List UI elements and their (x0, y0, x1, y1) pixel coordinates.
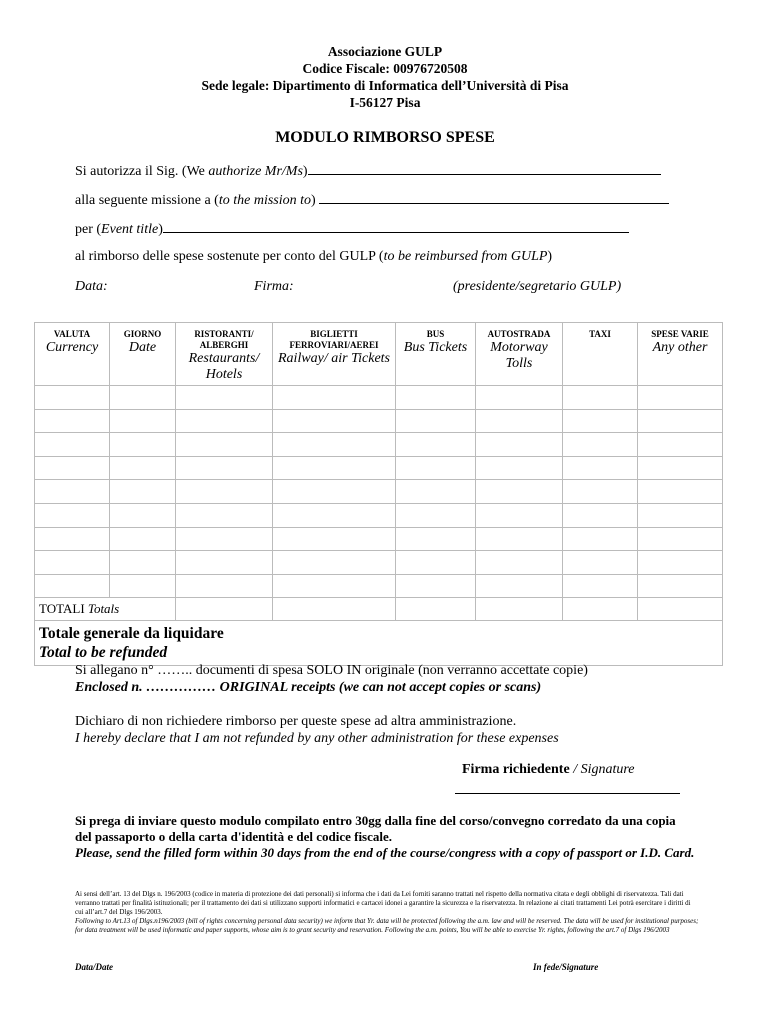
column-header-motorway: AUTOSTRADA Motorway Tolls (476, 323, 563, 386)
sign-label: Firma: (254, 279, 294, 294)
table-cell[interactable] (35, 409, 110, 433)
table-cell[interactable] (110, 456, 176, 480)
table-cell[interactable] (396, 433, 476, 457)
footer-signature-label: In fede/Signature (533, 962, 599, 972)
table-cell[interactable] (638, 574, 723, 598)
table-cell[interactable] (563, 409, 638, 433)
column-header-currency: VALUTA Currency (35, 323, 110, 386)
table-cell[interactable] (563, 574, 638, 598)
reimburse-statement (75, 249, 552, 265)
table-cell[interactable] (110, 503, 176, 527)
table-row (35, 433, 723, 457)
table-cell[interactable] (273, 433, 396, 457)
table-cell[interactable] (35, 574, 110, 598)
totals-en: Totals (87, 601, 120, 617)
table-cell[interactable] (563, 480, 638, 504)
table-cell[interactable] (563, 386, 638, 410)
table-row (35, 503, 723, 527)
notice-it: Si prega di inviare questo modulo compilato entro 30gg dalla fine del corso/convegno corredato da una copia del passaporto o della carta d'identità e del codice fiscale. (75, 813, 676, 844)
event-field[interactable] (75, 220, 629, 238)
table-cell[interactable] (176, 386, 273, 410)
applicant-signature-label (462, 762, 635, 778)
table-cell[interactable] (110, 527, 176, 551)
privacy-disclaimer (75, 890, 700, 935)
table-row (35, 386, 723, 410)
table-cell[interactable] (110, 386, 176, 410)
authorize-label-en: authorize Mr/Ms (208, 164, 303, 179)
org-name: Associazione GULP (327, 44, 443, 59)
totals-label (35, 598, 176, 621)
column-header-date: GIORNO Date (110, 323, 176, 386)
table-cell[interactable] (110, 409, 176, 433)
table-cell[interactable] (638, 503, 723, 527)
table-cell[interactable] (35, 433, 110, 457)
mission-label: alla seguente missione a ( (75, 193, 219, 208)
paren: ) (547, 249, 553, 264)
table-cell[interactable] (35, 551, 110, 575)
table-cell[interactable] (476, 433, 563, 457)
table-row (35, 456, 723, 480)
table-cell[interactable] (110, 551, 176, 575)
applicant-signature-en: / Signature (569, 762, 635, 777)
table-cell[interactable] (396, 480, 476, 504)
table-cell[interactable] (273, 409, 396, 433)
totals-it: TOTALI (39, 601, 88, 617)
grand-total-cell[interactable] (35, 621, 723, 666)
event-label-en: Event title (101, 222, 159, 237)
table-cell[interactable] (638, 433, 723, 457)
table-row (35, 480, 723, 504)
notice-en: Please, send the filled form within 30 days from the end of the course/congress with a copy of passport or I.D. Card. (75, 845, 695, 860)
declaration-it: Dichiaro di non richiedere rimborso per queste spese ad altra amministrazione. (75, 714, 517, 729)
table-cell[interactable] (35, 386, 110, 410)
table-cell[interactable] (476, 503, 563, 527)
table-cell[interactable] (273, 503, 396, 527)
table-cell[interactable] (35, 456, 110, 480)
table-cell[interactable] (396, 551, 476, 575)
table-cell[interactable] (563, 456, 638, 480)
date-label: Data: (75, 279, 108, 294)
mission-blank[interactable] (319, 191, 669, 204)
authorize-label: Si autorizza il Sig. (We (75, 164, 209, 179)
form-title: MODULO RIMBORSO SPESE (275, 129, 495, 146)
table-cell[interactable] (476, 409, 563, 433)
table-header-row (35, 323, 723, 386)
table-cell[interactable] (273, 456, 396, 480)
mission-field[interactable] (75, 191, 669, 209)
applicant-signature-it: Firma richiedente (462, 762, 570, 777)
column-header-restaurants: RISTORANTI/ ALBERGHI Restaurants/ Hotels (176, 323, 273, 386)
table-cell[interactable] (273, 386, 396, 410)
table-cell[interactable] (563, 527, 638, 551)
grand-total-label-en: Total to be refunded (39, 644, 168, 662)
mission-label-en: to the mission to (218, 193, 312, 208)
table-cell[interactable] (476, 480, 563, 504)
table-row (35, 551, 723, 575)
table-row (35, 527, 723, 551)
privacy-en: Following to Art.13 of Dlgs.n196/2003 (bill of rights concerning personal data security) we inform that Yr. data will be protected following the a.m. law and will be reserved. The data will be used for institutional purposes; for data treatment will be used informatic and paper supports, whose aim is to grant security and reservation. Following the a.m. points, You will be able to exercise Yr. rights, following the art.7 of Dlgs 196/2003 (75, 917, 699, 934)
table-cell[interactable] (176, 574, 273, 598)
table-cell[interactable] (396, 503, 476, 527)
table-cell[interactable] (638, 551, 723, 575)
declaration-en: I hereby declare that I am not refunded by any other administration for these expenses (75, 731, 559, 746)
table-cell[interactable] (273, 480, 396, 504)
table-cell[interactable] (110, 433, 176, 457)
table-cell[interactable] (396, 456, 476, 480)
authorize-field[interactable] (75, 162, 661, 180)
event-label: per ( (75, 222, 102, 237)
declaration-statement (75, 713, 559, 747)
column-header-other: SPESE VARIE Any other (638, 323, 723, 386)
column-header-tickets: BIGLIETTI FERROVIARI/AEREI Railway/ air Tickets (273, 323, 396, 386)
table-row (35, 409, 723, 433)
registered-office: Sede legale: Dipartimento di Informatica dell’Università di Pisa (201, 78, 569, 93)
reimburse-label: al rimborso delle spese sostenute per conto del GULP ( (75, 249, 384, 264)
table-cell[interactable] (273, 574, 396, 598)
privacy-it: Ai sensi dell’art. 13 del Dlgs n. 196/2003 (codice in materia di protezione dei dati personali) si informa che i dati da Lei forniti saranno trattati nel rispetto della normativa citata e degli obblighi di riservatezza. Tali dati verranno trattati per finalità istituzionali; per il trattamento dei dati si utilizzano supporti informatici e cartacei idonei a garantire la sicurezza e la riservatezza. In relazione ai citati trattamenti Lei potrà esercitare i diritti di cui all’art.7 del Dlgs 196/2003. (75, 890, 691, 916)
table-cell[interactable] (110, 574, 176, 598)
postal-code-city: I-56127 Pisa (349, 95, 421, 110)
column-header-taxi: TAXI (563, 323, 638, 386)
enclosed-statement (75, 662, 588, 696)
table-cell[interactable] (396, 598, 476, 621)
table-cell[interactable] (476, 574, 563, 598)
table-cell[interactable] (476, 551, 563, 575)
totals-row (35, 598, 723, 621)
table-cell[interactable] (476, 456, 563, 480)
table-cell[interactable] (273, 527, 396, 551)
column-header-bus: BUS Bus Tickets (396, 323, 476, 386)
table-cell[interactable] (273, 551, 396, 575)
table-cell[interactable] (638, 527, 723, 551)
grand-total-label: Totale generale da liquidare (39, 625, 224, 643)
table-cell[interactable] (638, 386, 723, 410)
table-cell[interactable] (638, 409, 723, 433)
table-cell[interactable] (176, 433, 273, 457)
role-label: (presidente/segretario GULP) (453, 279, 622, 294)
table-cell[interactable] (638, 456, 723, 480)
table-cell[interactable] (396, 409, 476, 433)
authorize-blank[interactable] (308, 162, 661, 175)
paren: ) (302, 164, 308, 179)
tax-code: Codice Fiscale: 00976720508 (302, 61, 468, 76)
table-cell[interactable] (273, 598, 396, 621)
table-cell[interactable] (396, 527, 476, 551)
table-cell[interactable] (176, 456, 273, 480)
table-cell[interactable] (176, 551, 273, 575)
table-cell[interactable] (563, 503, 638, 527)
table-cell[interactable] (176, 409, 273, 433)
table-cell[interactable] (563, 433, 638, 457)
enclosed-it: Si allegano n° …….. documenti di spesa SOLO IN originale (non verranno accettate copie) (75, 663, 588, 678)
grand-total-row (35, 621, 723, 666)
table-cell[interactable] (176, 527, 273, 551)
table-cell[interactable] (176, 598, 273, 621)
table-cell[interactable] (476, 386, 563, 410)
table-cell[interactable] (563, 598, 638, 621)
table-cell[interactable] (396, 574, 476, 598)
table-cell[interactable] (110, 480, 176, 504)
table-cell[interactable] (35, 480, 110, 504)
table-cell[interactable] (638, 598, 723, 621)
table-cell[interactable] (35, 503, 110, 527)
submission-notice (75, 813, 695, 861)
table-cell[interactable] (176, 503, 273, 527)
expenses-table (34, 322, 723, 666)
applicant-signature-line[interactable] (455, 793, 680, 794)
reimburse-label-en: to be reimbursed from GULP (383, 249, 548, 264)
table-row (35, 574, 723, 598)
paren: ) (158, 222, 163, 237)
table-cell[interactable] (638, 480, 723, 504)
table-cell[interactable] (563, 551, 638, 575)
paren: ) (311, 193, 320, 208)
enclosed-en: Enclosed n. …………… ORIGINAL receipts (we can not accept copies or scans) (75, 680, 542, 695)
table-cell[interactable] (396, 386, 476, 410)
footer-date-label: Data/Date (75, 962, 113, 972)
table-cell[interactable] (476, 527, 563, 551)
event-blank[interactable] (163, 220, 629, 233)
table-cell[interactable] (476, 598, 563, 621)
organization-header (0, 43, 770, 111)
table-cell[interactable] (35, 527, 110, 551)
table-cell[interactable] (176, 480, 273, 504)
